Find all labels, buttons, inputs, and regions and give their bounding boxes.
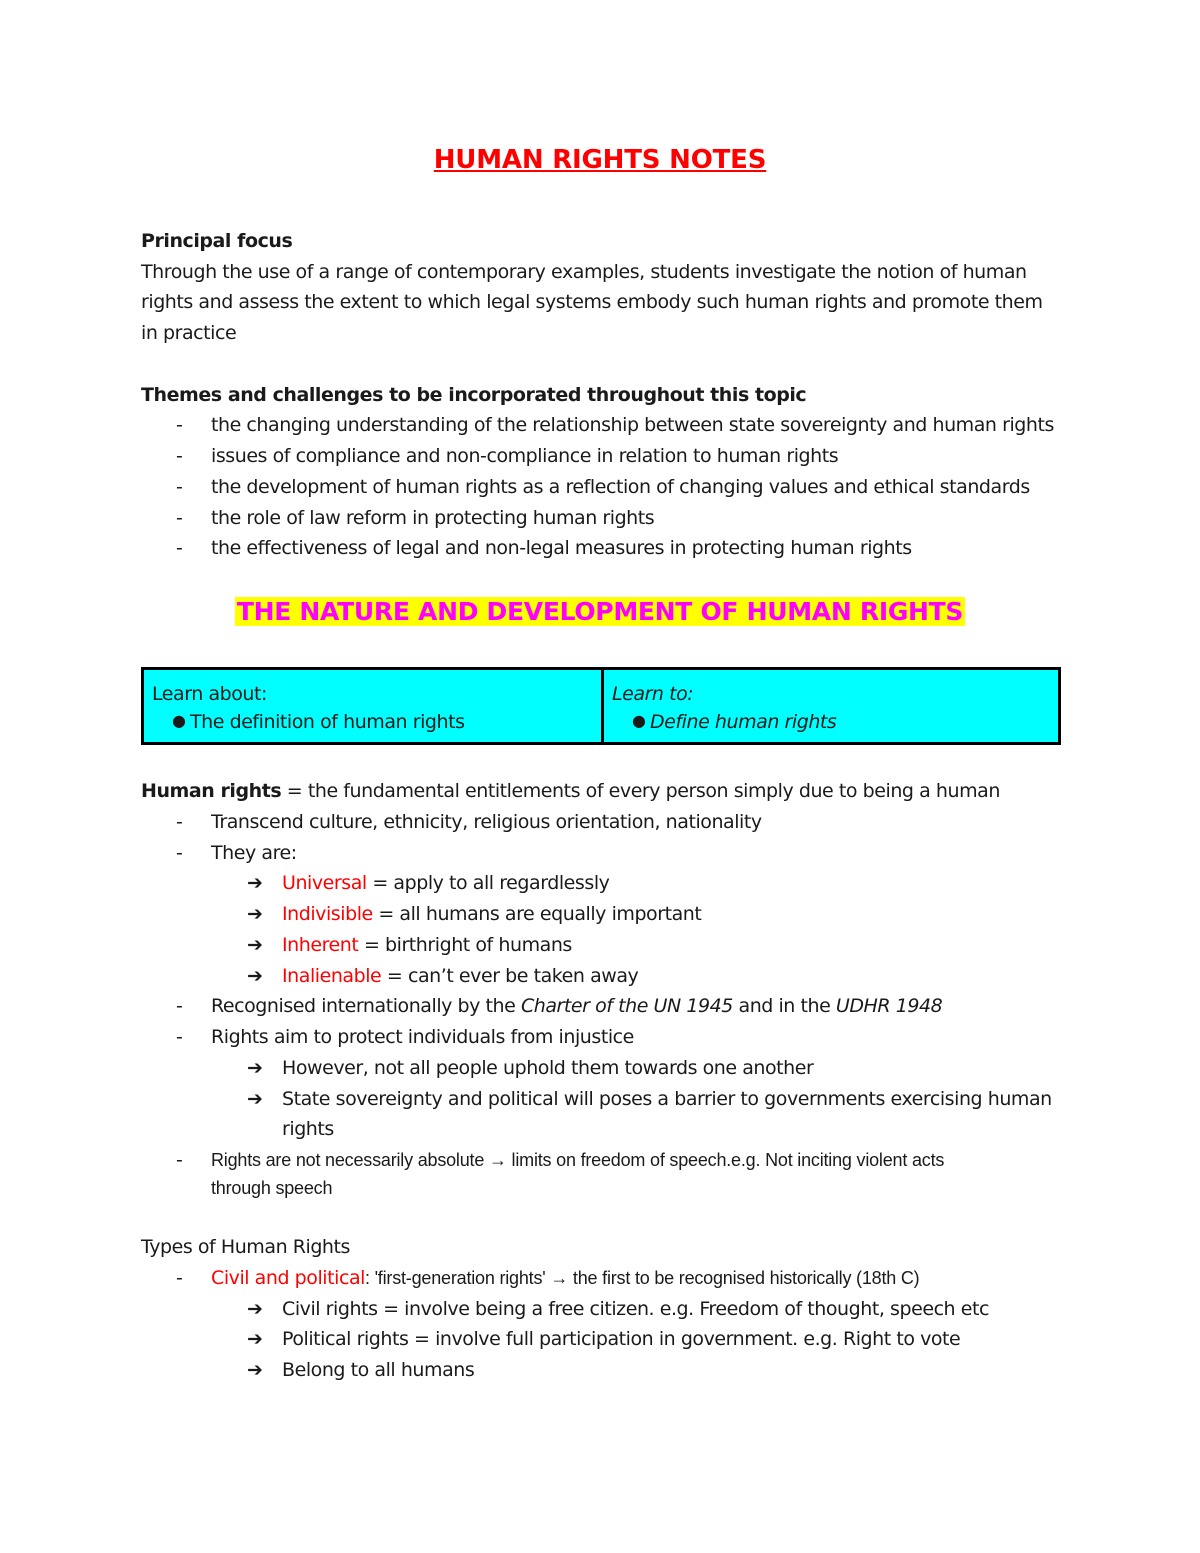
protect-sub-item-continued: rights: [282, 1118, 334, 1140]
definition-text: = the fundamental entitlements of every person simply due to being a human: [281, 780, 1000, 802]
property-item: [282, 872, 609, 894]
arrow-icon: ➔: [247, 934, 263, 956]
protect-sub-item: However, not all people uphold them towards one another: [282, 1057, 814, 1079]
charter-reference: Charter of the UN 1945: [520, 995, 733, 1017]
themes-item: the effectiveness of legal and non-legal measures in protecting human rights: [211, 537, 912, 559]
civil-political-item: [211, 1267, 919, 1289]
dash-bullet: -: [176, 811, 183, 833]
property-item: [282, 903, 701, 925]
property-desc: = apply to all regardlessly: [366, 872, 610, 894]
arrow-icon: ➔: [247, 1088, 263, 1110]
civil-political-term: Civil and political: [211, 1267, 365, 1289]
learn-to-item: [632, 711, 837, 733]
learn-to-cell: [601, 670, 1058, 742]
learn-about-cell: [144, 670, 601, 742]
dash-bullet: -: [176, 414, 183, 436]
dash-bullet: -: [176, 995, 183, 1017]
themes-item: issues of compliance and non-compliance in relation to human rights: [211, 445, 839, 467]
dash-bullet: -: [176, 1267, 183, 1289]
property-item: [282, 934, 572, 956]
themes-item: the role of law reform in protecting human rights: [211, 507, 655, 529]
recognised-prefix: Recognised internationally by the: [211, 995, 521, 1017]
property-item: [282, 965, 638, 987]
property-desc: = all humans are equally important: [372, 903, 702, 925]
learn-about-item: [172, 711, 465, 733]
protect-sub-item: State sovereignty and political will poses a barrier to governments exercising human: [282, 1088, 1052, 1110]
dash-bullet: -: [176, 842, 183, 864]
arrow-icon: ➔: [247, 1328, 263, 1350]
arrow-icon: ➔: [247, 1057, 263, 1079]
civil-sub-item: Political rights = involve full participation in government. e.g. Right to vote: [282, 1328, 961, 1350]
civil-political-desc: : 'first-generation rights' → the first to be recognised historically (18th C): [364, 1268, 920, 1288]
principal-focus-line: rights and assess the extent to which legal systems embody such human rights and promote them: [141, 291, 1043, 313]
recognised-middle: and in the: [732, 995, 836, 1017]
bullet-dot-icon: ●: [632, 711, 646, 730]
bullet-dot-icon: ●: [172, 711, 186, 730]
arrow-icon: ➔: [247, 965, 263, 987]
civil-sub-item: Belong to all humans: [282, 1359, 475, 1381]
arrow-icon: ➔: [247, 1298, 263, 1320]
dash-bullet: -: [176, 507, 183, 529]
dash-bullet: -: [176, 476, 183, 498]
definition-term: Human rights: [141, 780, 282, 802]
property-desc: = can’t ever be taken away: [381, 965, 639, 987]
learn-about-item-text: The definition of human rights: [190, 711, 465, 733]
property-term: Universal: [282, 872, 367, 894]
human-rights-definition: [141, 780, 1000, 802]
principal-focus-line: in practice: [141, 322, 237, 344]
themes-item: the development of human rights as a reflection of changing values and ethical standards: [211, 476, 1030, 498]
absolute-item: Rights are not necessarily absolute → limits on freedom of speech.e.g. Not inciting violent acts: [211, 1150, 945, 1170]
dash-bullet: -: [176, 1149, 183, 1171]
absolute-item-continued: through speech: [211, 1178, 333, 1198]
learn-to-heading: Learn to:: [612, 683, 694, 705]
property-term: Inalienable: [282, 965, 382, 987]
page-title: HUMAN RIGHTS NOTES: [433, 145, 767, 175]
section-title-text: THE NATURE AND DEVELOPMENT OF HUMAN RIGHTS: [236, 597, 964, 626]
dash-bullet: -: [176, 1026, 183, 1048]
section-title: [0, 597, 1200, 626]
definition-item: They are:: [211, 842, 297, 864]
principal-focus-heading: Principal focus: [141, 230, 293, 252]
udhr-reference: UDHR 1948: [835, 995, 943, 1017]
arrow-icon: ➔: [247, 872, 263, 894]
learn-about-heading: Learn about:: [152, 683, 267, 705]
arrow-icon: ➔: [247, 903, 263, 925]
dash-bullet: -: [176, 445, 183, 467]
learn-to-item-text: Define human rights: [650, 711, 837, 733]
arrow-icon: ➔: [247, 1359, 263, 1381]
definition-item: Rights aim to protect individuals from injustice: [211, 1026, 634, 1048]
principal-focus-line: Through the use of a range of contemporary examples, students investigate the notion of human: [141, 261, 1027, 283]
themes-item: the changing understanding of the relationship between state sovereignty and human rights: [211, 414, 1054, 436]
types-heading: Types of Human Rights: [141, 1236, 350, 1258]
themes-heading: Themes and challenges to be incorporated throughout this topic: [141, 384, 807, 406]
property-term: Inherent: [282, 934, 359, 956]
dash-bullet: -: [176, 537, 183, 559]
syllabus-outcomes-table: [141, 667, 1061, 745]
definition-item: Transcend culture, ethnicity, religious orientation, nationality: [211, 811, 762, 833]
recognised-item: [211, 995, 942, 1017]
property-term: Indivisible: [282, 903, 373, 925]
property-desc: = birthright of humans: [358, 934, 572, 956]
civil-sub-item: Civil rights = involve being a free citizen. e.g. Freedom of thought, speech etc: [282, 1298, 989, 1320]
